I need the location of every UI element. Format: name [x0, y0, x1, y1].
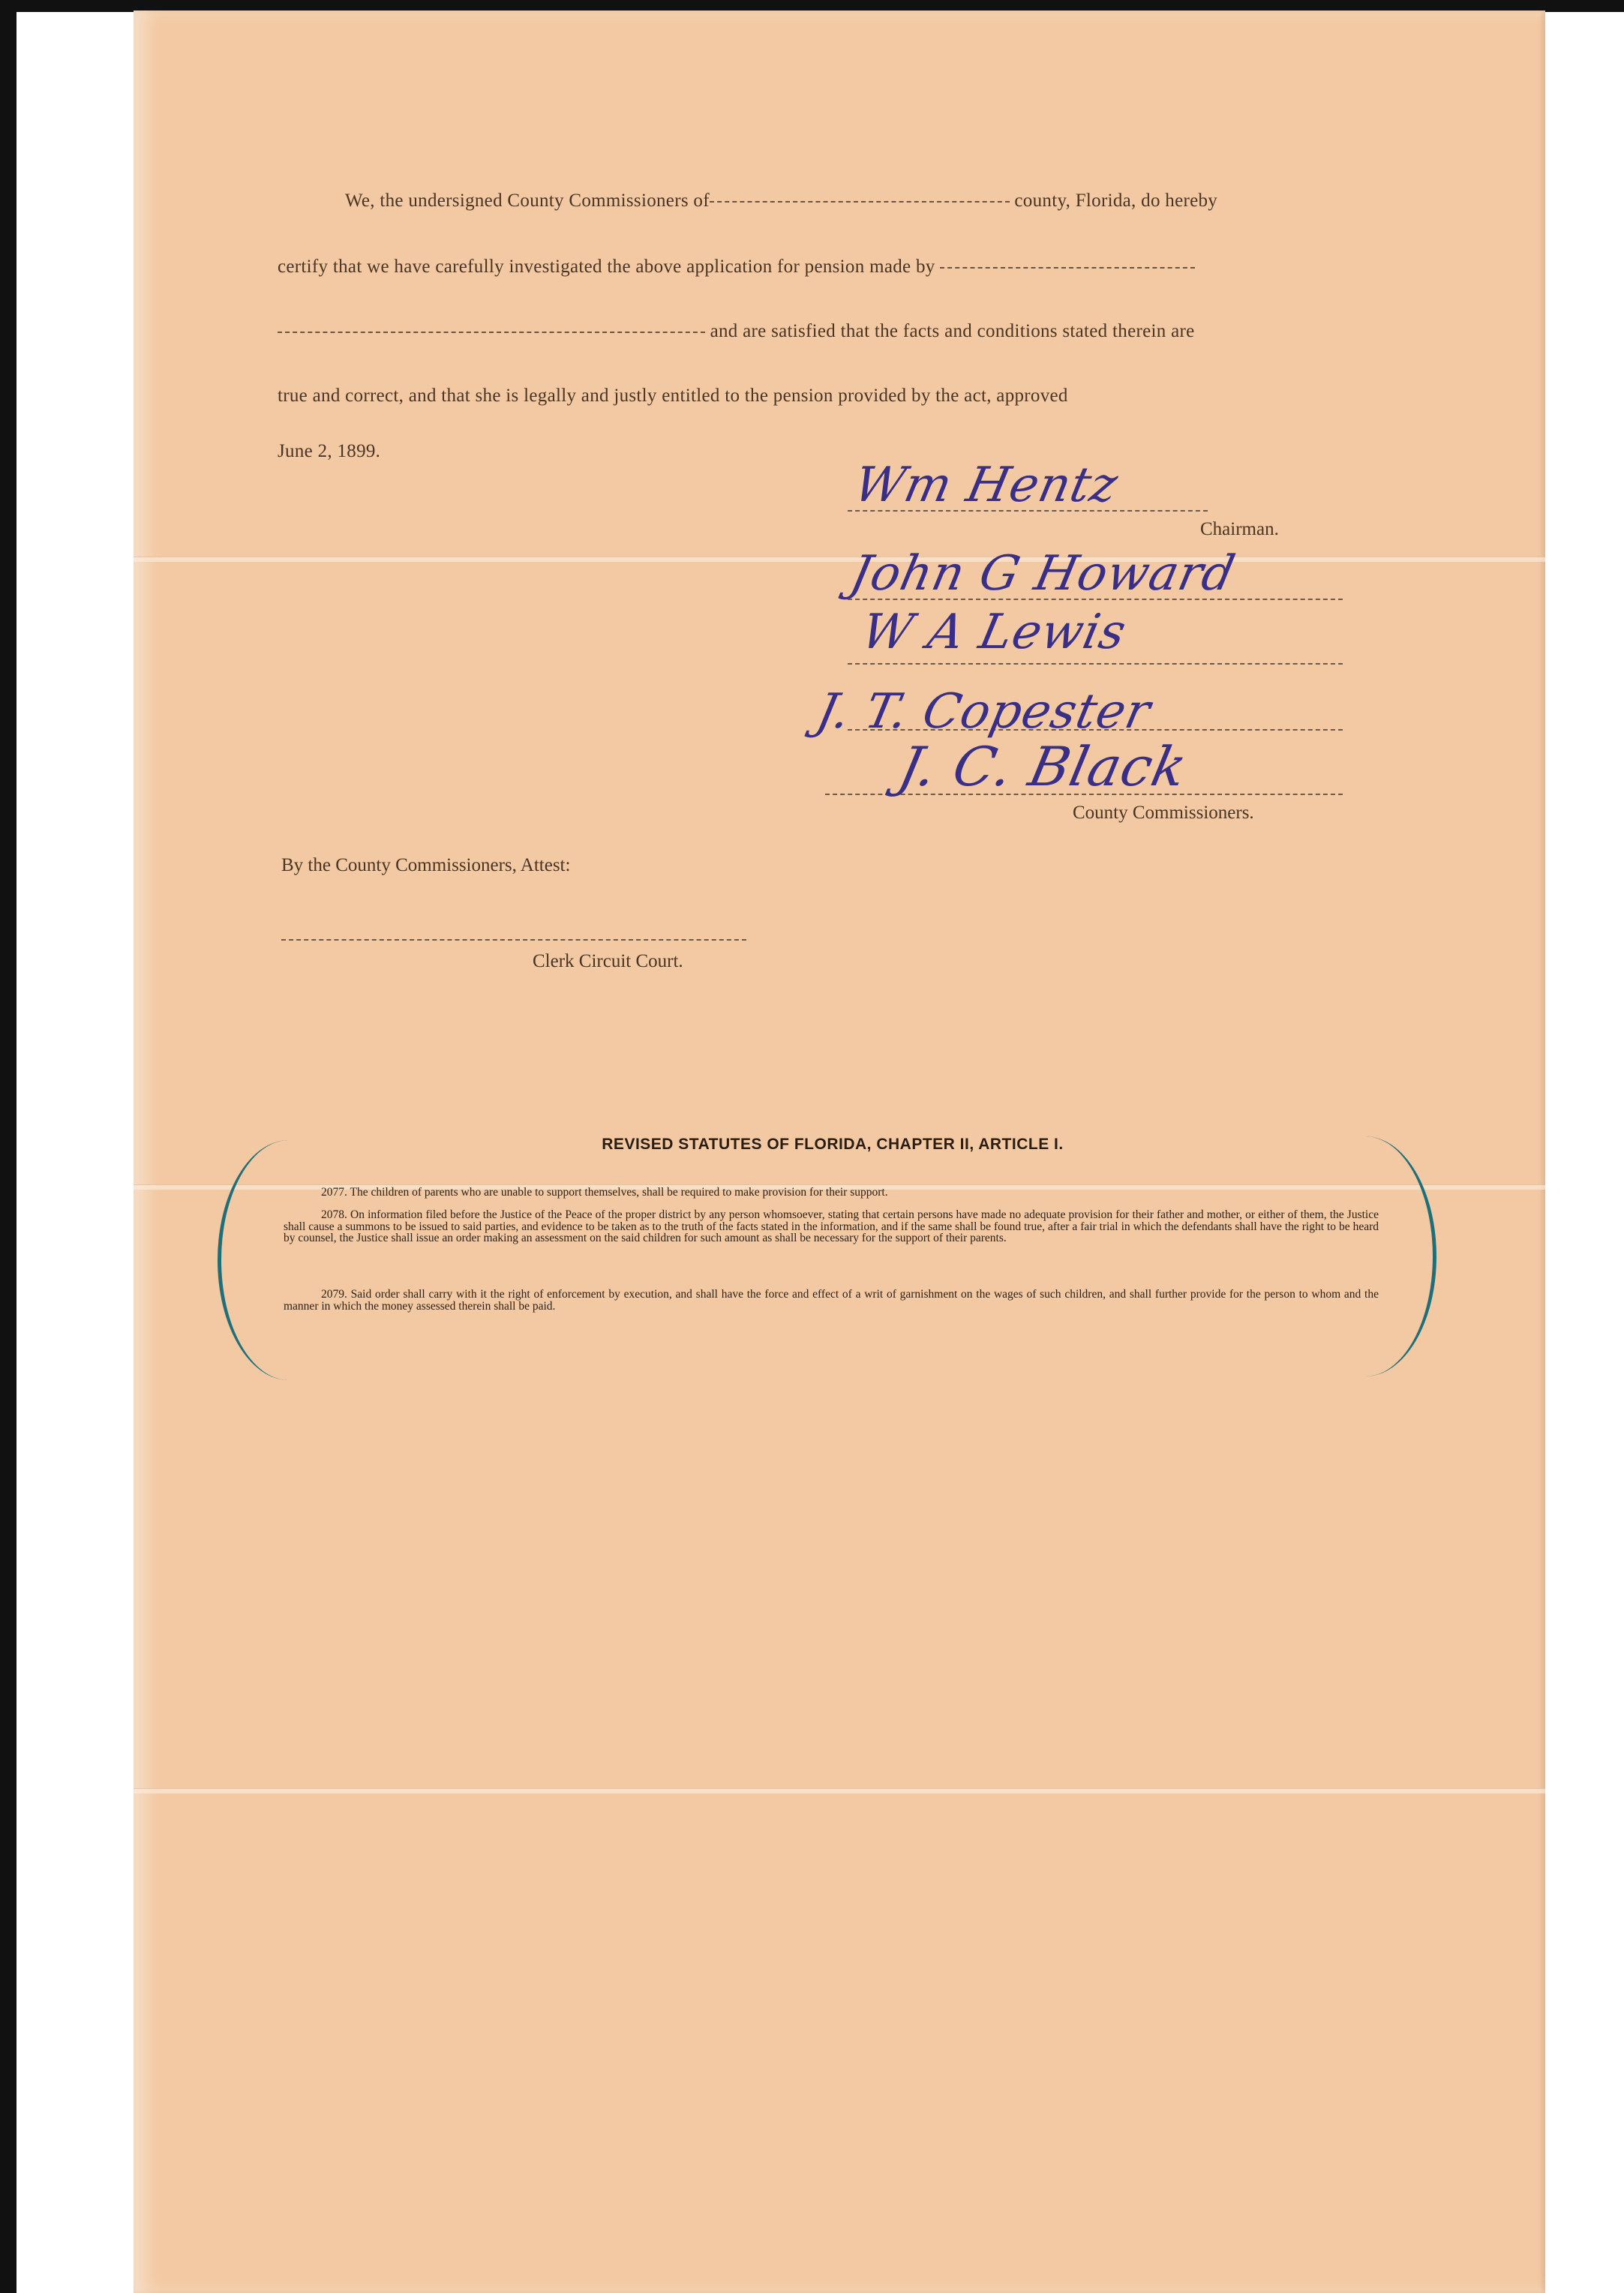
certificate-line-3-text: and are satisfied that the facts and conditions stated therein are [710, 321, 1195, 341]
certificate-line-4 [278, 386, 1068, 407]
certificate-line-2 [278, 257, 1195, 278]
chairman-label: Chairman. [1200, 519, 1279, 539]
certificate-line-1 [345, 191, 1217, 212]
chairman-signature: Wm Hentz [849, 458, 1124, 513]
attest-label: By the County Commissioners, Attest: [281, 855, 571, 875]
certificate-line-1-start: We, the undersigned County Commissioners of [345, 191, 710, 211]
certificate-date-text: June 2, 1899. [278, 441, 381, 461]
certificate-line-4-text: true and correct, and that she is legally and justly entitled to the pension provided by the act, approved [278, 386, 1068, 406]
statute-2077: 2077. The children of parents who are unable to support themselves, shall be required to make provision for their support. [321, 1186, 888, 1199]
commissioner-signature-2: W A Lewis [857, 605, 1132, 660]
certificate-line-3 [278, 321, 1195, 342]
applicant-blank [940, 267, 1195, 269]
commissioner-signature-3: J. T. Copester [812, 684, 1156, 740]
county-blank [710, 201, 1010, 203]
commissioner-signature-1: John G Howard [845, 546, 1241, 602]
commissioners-label: County Commissioners. [1073, 803, 1254, 823]
certificate-date [278, 441, 380, 462]
commissioner-signature-line [848, 663, 1343, 665]
paper-fold [134, 1788, 1545, 1793]
statute-2078: 2078. On information filed before the Justice of the Peace of the proper district by any person whomsoever, stating that certain persons have made no adequate provision for their father and mother, or either of them, the Justice shall cause a summons to be issued to said parties, and evidence to be taken as to the truth of the facts stated in the information, and if the same shall be found true, after a fair trial in which the defendants shall have the right to be heard by counsel, the Justice shall issue an order making an assessment on the said children for such amount as shall be necessary for the support of their parents. [284, 1208, 1379, 1244]
clerk-signature-line [281, 939, 746, 941]
paper-fold [134, 557, 1545, 562]
certificate-line-2-text: certify that we have carefully investigated the above application for pension made by [278, 257, 935, 277]
clerk-label: Clerk Circuit Court. [533, 951, 683, 971]
statute-2079: 2079. Said order shall carry with it the right of enforcement by execution, and shall have the force and effect of a writ of garnishment on the wages of such children, and shall further provide for the person to whom and the manner in which the money assessed therein shall be paid. [284, 1288, 1379, 1313]
certificate-line-1-end: county, Florida, do hereby [1014, 191, 1218, 211]
commissioner-signature-4: J. C. Black [893, 735, 1193, 798]
applicant-blank-cont [278, 332, 705, 333]
scanner-edge-left [0, 11, 17, 2293]
statutes-title: REVISED STATUTES OF FLORIDA, CHAPTER II, ARTICLE I. [602, 1136, 1064, 1153]
